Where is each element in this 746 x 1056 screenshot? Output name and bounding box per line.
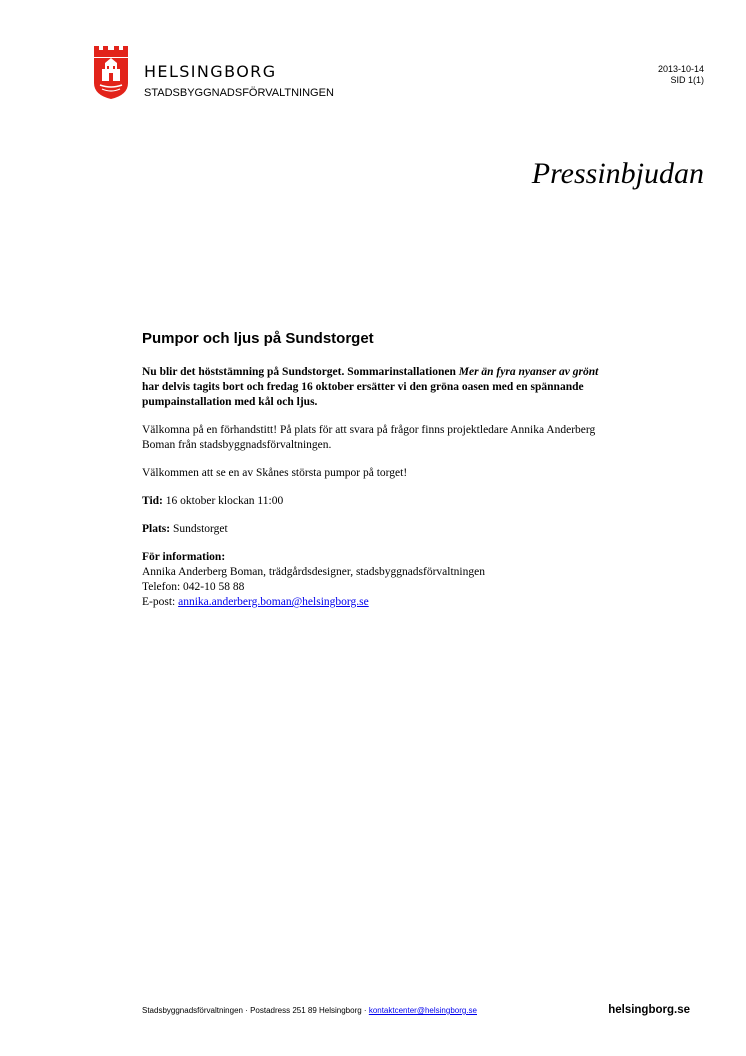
welcome-paragraph: Välkomna på en förhandstitt! På plats för att svara på frågor finns projektledare Annika Anderberg Boman från stadsbyggnadsförvaltningen. — [142, 424, 596, 451]
place-label: Plats: — [142, 523, 171, 535]
document-type-title: Pressinbjudan — [531, 157, 704, 190]
lead-paragraph — [142, 365, 612, 410]
installation-name: Mer än fyra nyanser av grönt — [458, 366, 599, 378]
org-name: HELSINGBORG — [144, 62, 277, 81]
contact-name: Annika Anderberg Boman, trädgårdsdesigner, stadsbyggnadsförvaltningen — [142, 566, 485, 578]
document-date: 2013-10-14 — [657, 64, 704, 74]
info-label: För information: — [142, 551, 226, 563]
footer-email-link[interactable]: kontaktcenter@helsingborg.se — [368, 1006, 477, 1015]
footer-website: helsingborg.se — [608, 1004, 690, 1016]
email-label: E-post: — [142, 596, 179, 608]
contact-email-link[interactable]: annika.anderberg.boman@helsingborg.se — [178, 596, 369, 608]
page-number: SID 1(1) — [670, 75, 704, 85]
contact-email-row — [142, 595, 612, 610]
article-title: Pumpor och ljus på Sundstorget — [142, 330, 374, 347]
place-value: Sundstorget — [170, 523, 228, 535]
event-place — [142, 522, 612, 537]
event-time — [142, 494, 612, 509]
lead-text-start: Nu blir det höststämning på Sundstorget. Sommarinstallationen — [142, 366, 459, 378]
footer-address-text: Stadsbyggnadsförvaltningen · Postadress 251 89 Helsingborg · — [142, 1006, 369, 1015]
article-body — [142, 330, 612, 610]
contact-info — [142, 550, 612, 610]
pumpkin-paragraph: Välkommen att se en av Skånes största pumpor på torget! — [142, 467, 408, 479]
time-value: 16 oktober klockan 11:00 — [162, 495, 284, 507]
contact-phone: Telefon: 042-10 58 88 — [142, 581, 245, 593]
document-meta — [658, 64, 704, 86]
city-crest-logo — [92, 43, 130, 100]
department-name: STADSBYGGNADSFÖRVALTNINGEN — [144, 87, 334, 99]
lead-text-end: har delvis tagits bort och fredag 16 oktober ersätter vi den gröna oasen med en spännande pumpainstallation med kål och ljus. — [142, 381, 584, 408]
footer-address — [142, 1006, 477, 1015]
time-label: Tid: — [142, 495, 163, 507]
